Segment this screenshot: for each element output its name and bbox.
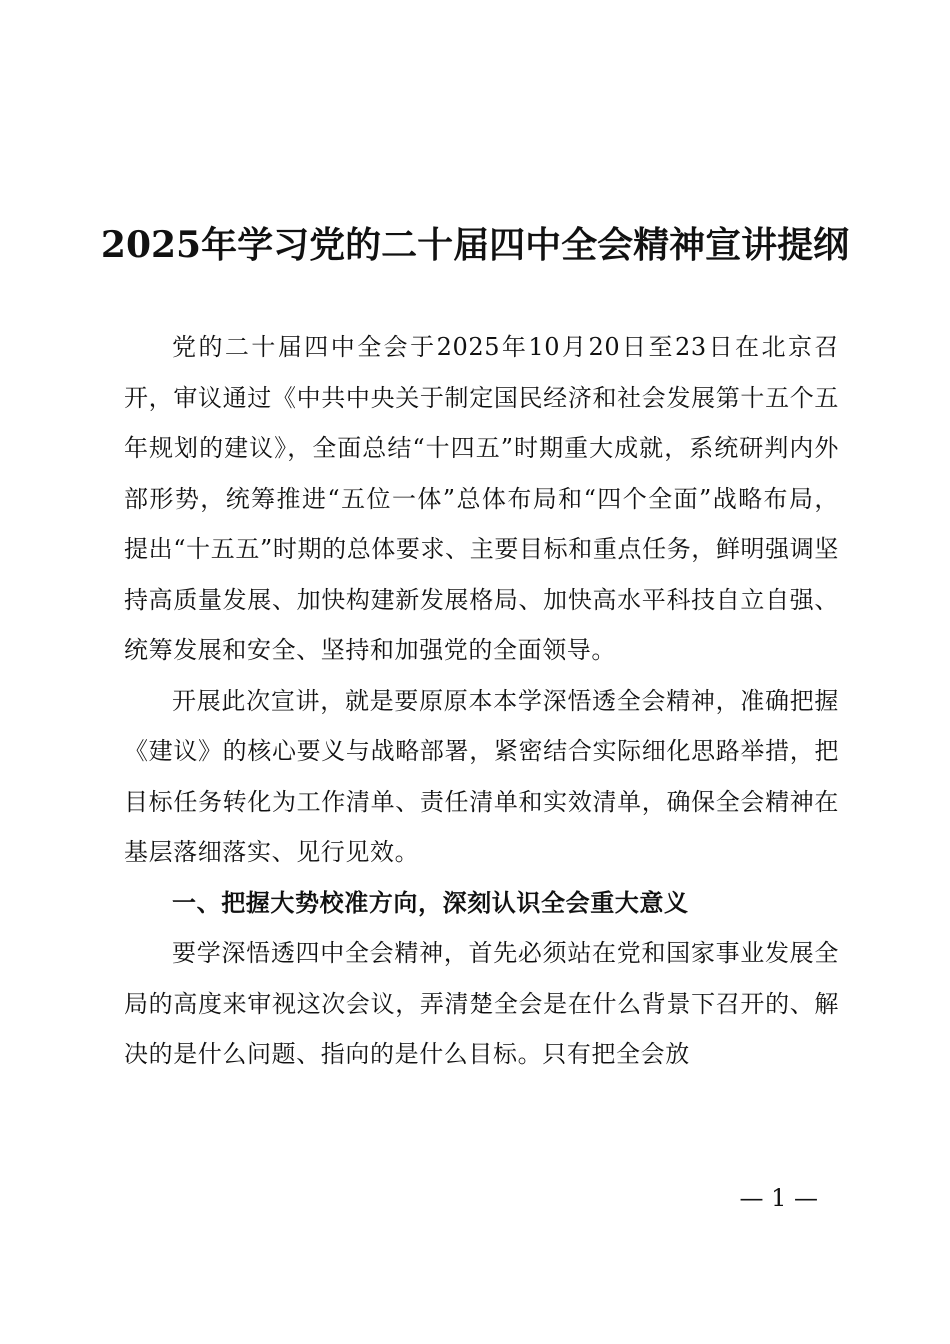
document-body [124,322,839,1080]
page-number: — 1 — [739,1184,818,1212]
section-heading: 一、把握大势校准方向，深刻认识全会重大意义 [172,888,689,917]
document-title: 2025年学习党的二十届四中全会精神宣讲提纲 [100,224,850,266]
paragraph-intro: 党的二十届四中全会于2025年10月20日至23日在北京召开，审议通过《中共中央关于制定国民经济和社会发展第十五个五年规划的建议》，全面总结“十四五”时期重大成就，系统研判内外部形势，统筹推进“五位一体”总体布局和“四个全面”战略布局，提出“十五五”时期的总体要求、主要目标和重点任务，鲜明强调坚持高质量发展、加快构建新发展格局、加快高水平科技自立自强、统筹发展和安全、坚持和加强党的全面领导。 [124,333,839,664]
paragraph-purpose: 开展此次宣讲，就是要原原本本学深悟透全会精神，准确把握《建议》的核心要义与战略部署，紧密结合实际细化思路举措，把目标任务转化为工作清单、责任清单和实效清单，确保全会精神在基层落细落实、见行见效。 [124,686,839,866]
paragraph-section-one: 要学深悟透四中全会精神，首先必须站在党和国家事业发展全局的高度来审视这次会议，弄清楚全会是在什么背景下召开的、解决的是什么问题、指向的是什么目标。只有把全会放 [124,939,839,1068]
